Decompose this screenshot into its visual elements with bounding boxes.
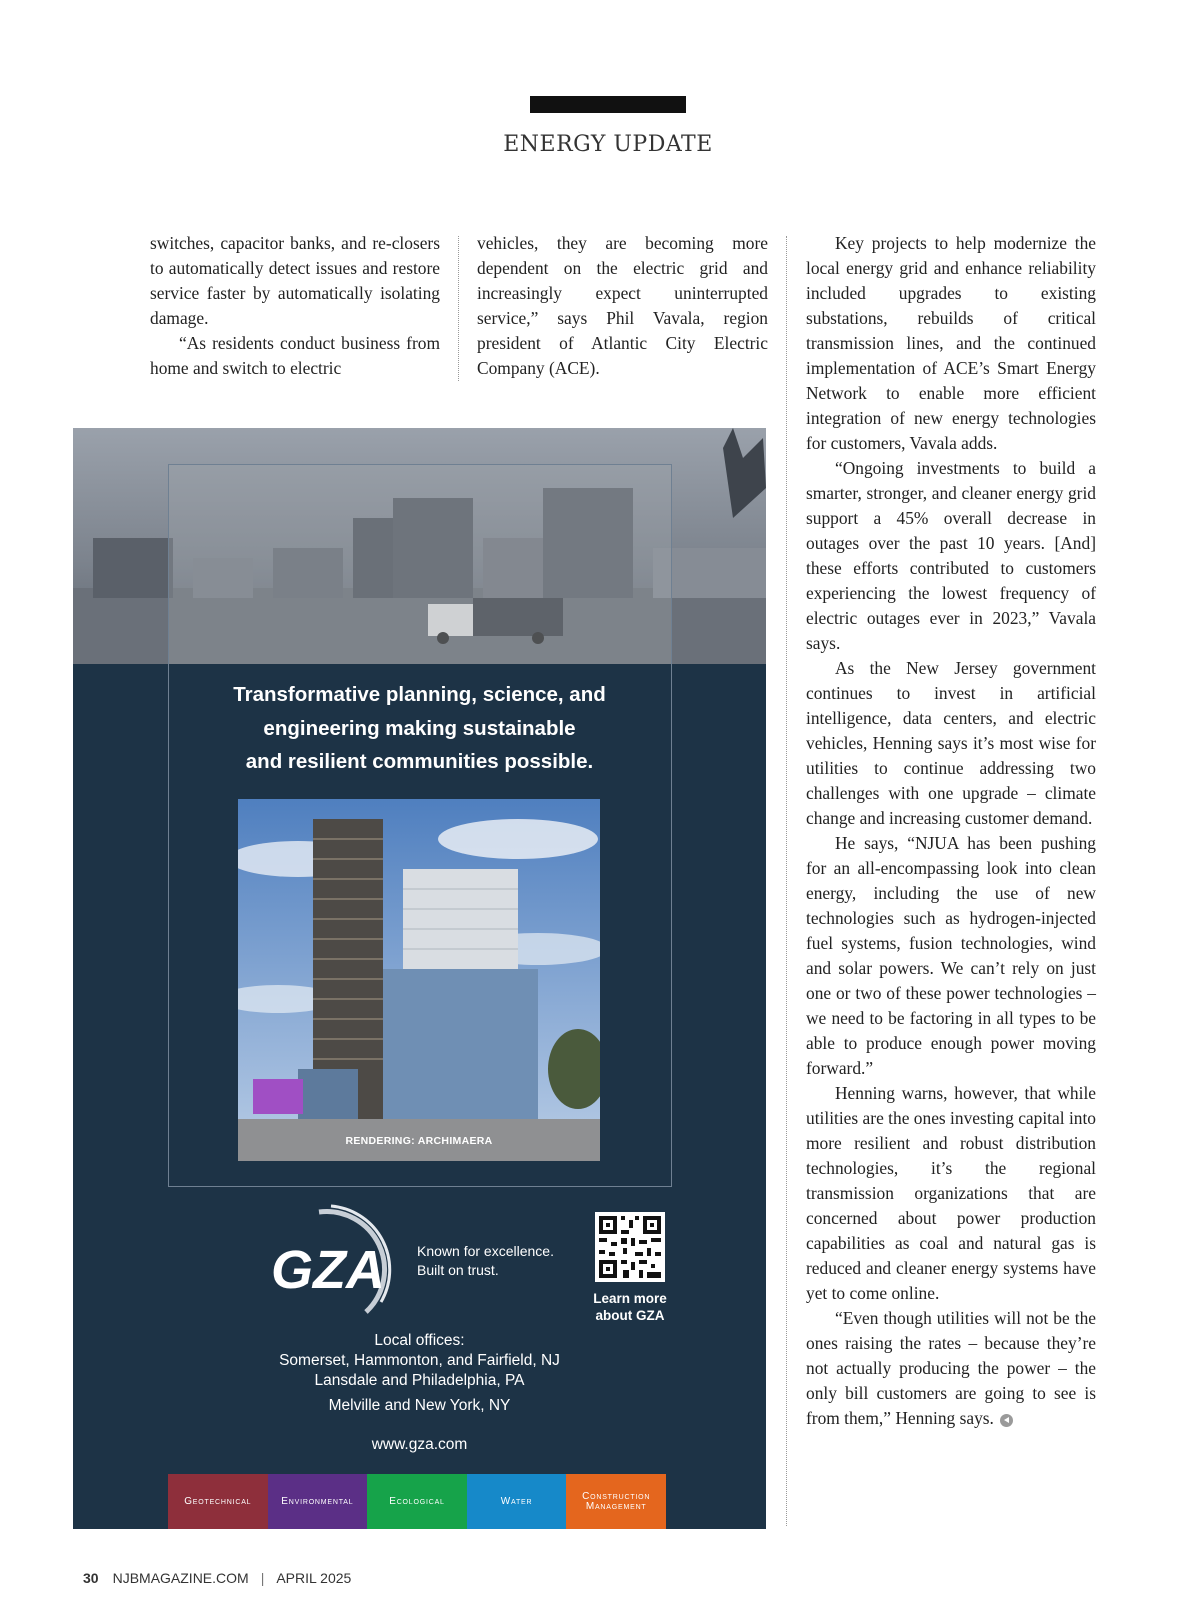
local-offices	[168, 1331, 671, 1416]
paragraph: Henning warns, however, that while utilities are the ones investing capital into more resilient and robust distribution technologies, it’s the regional transmission organizations that are concerned about power production capabilities as coal and natural gas is reduced and cleaner energy systems have yet to come online.	[806, 1083, 1096, 1303]
article-column-1	[150, 231, 440, 381]
column-divider	[458, 236, 459, 381]
building-rendering-photo	[238, 799, 600, 1161]
paragraph: switches, capacitor banks, and re-closers to automatically detect issues and restore service faster by automatically isolating damage.	[150, 233, 440, 328]
paragraph: “As residents conduct business from home and switch to electric	[150, 333, 440, 378]
office-line: Lansdale and Philadelphia, PA	[314, 1372, 525, 1389]
page-number: 30	[83, 1570, 99, 1586]
service-environmental: Environmental	[268, 1474, 368, 1529]
office-line: Melville and New York, NY	[328, 1397, 511, 1414]
headline-line: engineering making sustainable	[263, 716, 576, 740]
paragraph: As the New Jersey government continues to invest in artificial intelligence, data centers, and electric vehicles, Henning says it’s most wise for utilities to continue addressing two challenges with one upgrade – climate change and increasing customer demand.	[806, 658, 1096, 828]
gza-logo[interactable]	[271, 1202, 401, 1322]
qr-code-icon[interactable]	[595, 1212, 665, 1282]
service-construction-management: Construction Management	[566, 1474, 666, 1529]
paragraph: Key projects to help modernize the local energy grid and enhance reliability included upgrades to existing substations, rebuilds of critical transmission lines, and the continued implementation of ACE’s Smart Energy Network to enable more efficient integration of new energy technologies for customers, Vavala adds.	[806, 233, 1096, 453]
tagline-line: Known for excellence.	[417, 1243, 554, 1259]
office-line: Somerset, Hammonton, and Fairfield, NJ	[279, 1352, 560, 1369]
end-mark-icon	[1000, 1414, 1013, 1427]
qr-label-line: about GZA	[595, 1308, 665, 1323]
paragraph: “Ongoing investments to build a smarter, stronger, and cleaner energy grid support a 45% overall decrease in outages over the past 10 years. [And] these efforts contributed to customers experiencing the lowest frequency of electric outages ever in 2023,” Vavala says.	[806, 458, 1096, 653]
service-geotechnical: Geotechnical	[168, 1474, 268, 1529]
paragraph: He says, “NJUA has been pushing for an all-encompassing look into clean energy, including the use of new technologies such as hydrogen-injected fuel systems, fusion technologies, wind and solar powers. We can’t rely on just one or two of these power technologies – we need to be factoring in all types to be able to produce enough power moving forward.”	[806, 833, 1096, 1078]
article-column-2	[477, 231, 768, 381]
qr-label	[573, 1290, 687, 1324]
gza-logo-text: GZA	[271, 1240, 385, 1300]
gza-website-link[interactable]: www.gza.com	[371, 1436, 468, 1453]
article-column-3	[806, 231, 1096, 1431]
footer-issue: APRIL 2025	[276, 1570, 352, 1586]
qr-label-line: Learn more	[593, 1291, 667, 1306]
offices-title: Local offices:	[374, 1332, 465, 1349]
ad-headline	[168, 678, 671, 779]
headline-line: Transformative planning, science, and	[233, 683, 606, 706]
service-ecological: Ecological	[367, 1474, 467, 1529]
gza-tagline	[417, 1242, 554, 1280]
gza-advertisement[interactable]	[73, 428, 766, 1529]
section-title: ENERGY UPDATE	[503, 132, 713, 157]
section-header-bar	[530, 96, 686, 113]
service-bar	[168, 1474, 666, 1529]
page-footer	[83, 1570, 351, 1586]
paragraph-last	[806, 1306, 1096, 1431]
service-water: Water	[467, 1474, 567, 1529]
footer-site: NJBMAGAZINE.COM	[112, 1570, 249, 1586]
photo-credit: RENDERING: ARCHIMAERA	[345, 1135, 493, 1147]
column-divider	[786, 236, 787, 1526]
headline-line: and resilient communities possible.	[245, 750, 594, 773]
footer-separator: |	[260, 1570, 265, 1586]
paragraph: vehicles, they are becoming more dependent on the electric grid and increasingly expect uninterrupted service,” says Phil Vavala, region president of Atlantic City Electric Company (ACE).	[477, 233, 768, 378]
tagline-line: Built on trust.	[417, 1262, 499, 1278]
paragraph-text: “Even though utilities will not be the ones raising the rates – because they’re not actually producing the power – the only bill customers are going to see is from them,” Henning says.	[806, 1308, 1096, 1428]
